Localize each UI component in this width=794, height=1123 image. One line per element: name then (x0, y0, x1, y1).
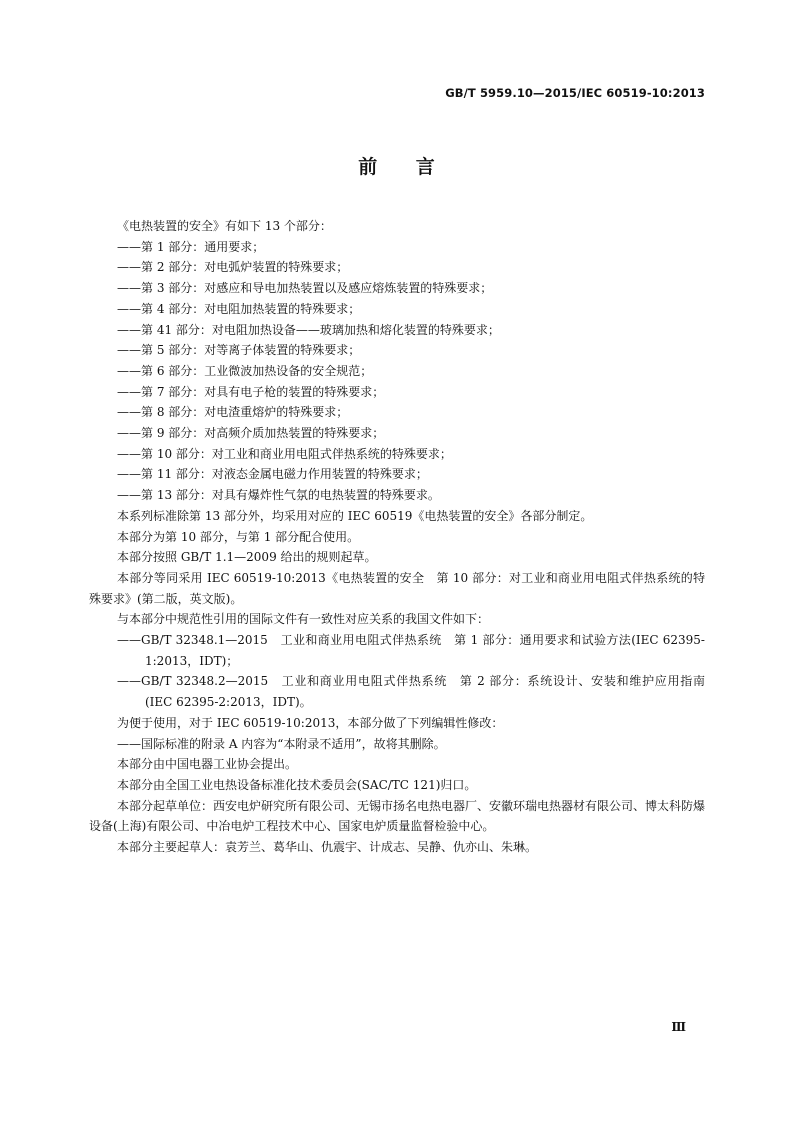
page-number: Ⅲ (671, 1020, 686, 1034)
list-item: ——第 3 部分：对感应和导电加热装置以及感应熔炼装置的特殊要求； (117, 281, 493, 296)
edit-intro-paragraph: 为便于使用，对于 IEC 60519-10:2013，本部分做了下列编辑性修改： (117, 715, 504, 730)
list-item: ——第 8 部分：对电渣重熔炉的特殊要求； (117, 405, 349, 420)
reference-item: ——GB/T 32348.1—2015 工业和商业用电阻式伴热系统 第 1 部分：通用要求和试验方法(IEC 62395-1:2013，IDT)； (117, 633, 705, 668)
list-item: ——第 1 部分：通用要求； (117, 239, 265, 254)
list-item: ——第 9 部分：对高频介质加热装置的特殊要求； (117, 426, 385, 441)
foreword-body (89, 216, 705, 858)
list-item: ——第 11 部分：对液态金属电磁力作用装置的特殊要求； (117, 467, 428, 482)
intro-paragraph: 《电热装置的安全》有如下 13 个部分： (117, 219, 332, 233)
centralized-paragraph: 本部分由全国工业电热设备标准化技术委员会(SAC/TC 121)归口。 (117, 777, 477, 792)
list-item: ——第 2 部分：对电弧炉装置的特殊要求； (117, 260, 349, 275)
list-item: ——第 7 部分：对具有电子枪的装置的特殊要求； (117, 384, 385, 399)
refs-intro-paragraph: 与本部分中规范性引用的国际文件有一致性对应关系的我国文件如下： (117, 612, 490, 627)
reference-item: ——GB/T 32348.2—2015 工业和商业用电阻式伴热系统 第 2 部分：系统设计、安装和维护应用指南(IEC 62395-2:2013，IDT)。 (117, 674, 705, 710)
relation-paragraph: 本部分为第 10 部分，与第 1 部分配合使用。 (117, 529, 360, 544)
page-title: 前 言 (358, 156, 436, 178)
list-item: ——第 4 部分：对电阻加热装置的特殊要求； (117, 301, 361, 316)
list-item: ——第 10 部分：对工业和商业用电阻式伴热系统的特殊要求； (117, 446, 452, 461)
parts-list (89, 237, 705, 506)
list-item: ——第 13 部分：对具有爆炸性气氛的电热装置的特殊要求。 (117, 488, 440, 503)
drafting-rules-paragraph: 本部分按照 GB/T 1.1—2009 给出的规则起草。 (117, 550, 377, 565)
list-item: ——第 6 部分：工业微波加热设备的安全规范； (117, 363, 373, 378)
proposed-paragraph: 本部分由中国电器工业协会提出。 (117, 757, 298, 772)
standard-code-header: GB/T 5959.10—2015/IEC 60519-10:2013 (445, 86, 705, 100)
list-item: ——第 5 部分：对等离子体装置的特殊要求； (117, 343, 361, 358)
list-item: ——第 41 部分：对电阻加热设备——玻璃加热和熔化装置的特殊要求； (117, 322, 500, 337)
edit-item: ——国际标准的附录 A 内容为“本附录不适用”，故将其删除。 (117, 736, 446, 751)
drafters-paragraph: 本部分主要起草人：袁芳兰、葛华山、仇震宇、计成志、吴静、仇亦山、朱琳。 (117, 840, 538, 855)
series-paragraph: 本系列标准除第 13 部分外，均采用对应的 IEC 60519《电热装置的安全》各部分制定。 (117, 508, 593, 523)
adoption-paragraph: 本部分等同采用 IEC 60519-10:2013《电热装置的安全 第 10 部分：对工业和商业用电阻式伴热系统的特殊要求》(第二版，英文版)。 (89, 570, 705, 606)
drafting-units-paragraph: 本部分起草单位：西安电炉研究所有限公司、无锡市扬名电热电器厂、安徽环瑞电热器材有限公司、博太科防爆设备(上海)有限公司、中冶电炉工程技术中心、国家电炉质量监督检验中心。 (89, 798, 706, 834)
